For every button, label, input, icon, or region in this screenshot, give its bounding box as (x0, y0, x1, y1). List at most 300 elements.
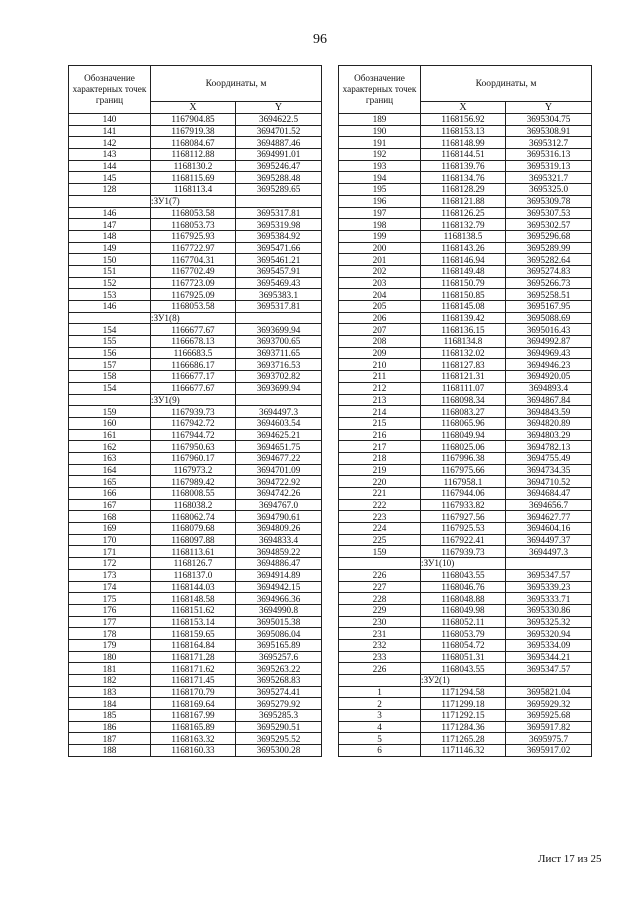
y-cell: 3695917.82 (506, 721, 592, 733)
parcel-spacer (236, 195, 322, 207)
y-cell: 3695308.91 (506, 125, 592, 137)
point-cell: 218 (339, 452, 421, 464)
x-cell: 1168160.33 (151, 745, 236, 757)
table-row (339, 745, 592, 757)
x-cell: 1168150.79 (421, 277, 506, 289)
point-cell: 145 (69, 172, 151, 184)
table-row (339, 301, 592, 313)
x-cell: 1168169.64 (151, 698, 236, 710)
x-cell: 1168112.88 (151, 149, 236, 161)
x-cell: 1166686.17 (151, 359, 236, 371)
point-cell: 180 (69, 651, 151, 663)
point-cell: 221 (339, 488, 421, 500)
table-row (339, 604, 592, 616)
table-row (69, 639, 322, 651)
y-cell: 3695274.83 (506, 265, 592, 277)
coordinates-table-right (338, 65, 592, 757)
x-cell: 1168049.98 (421, 604, 506, 616)
y-cell: 3694497.37 (506, 534, 592, 546)
table-row (69, 464, 322, 476)
x-cell: 1168145.08 (421, 301, 506, 313)
y-cell: 3695258.51 (506, 289, 592, 301)
table-row (339, 452, 592, 464)
x-cell: 1167922.41 (421, 534, 506, 546)
x-cell: 1168121.88 (421, 195, 506, 207)
table-row (339, 476, 592, 488)
y-cell: 3695289.65 (236, 184, 322, 196)
header-x: X (151, 102, 236, 114)
y-cell: 3694625.21 (236, 429, 322, 441)
point-cell: 190 (339, 125, 421, 137)
x-cell: 1168132.79 (421, 219, 506, 231)
table-row (339, 488, 592, 500)
table-row (339, 616, 592, 628)
y-cell: 3695325.0 (506, 184, 592, 196)
y-cell: 3694677.22 (236, 452, 322, 464)
x-cell: 1167939.73 (151, 406, 236, 418)
x-cell: 1168043.55 (421, 569, 506, 581)
point-cell: 149 (69, 242, 151, 254)
parcel-row (69, 394, 322, 406)
point-cell: 227 (339, 581, 421, 593)
x-cell: 1168062.74 (151, 511, 236, 523)
x-cell: 1167925.09 (151, 289, 236, 301)
table-row (339, 394, 592, 406)
point-cell: 150 (69, 254, 151, 266)
x-cell: 1168025.06 (421, 441, 506, 453)
table-row (339, 371, 592, 383)
table-row (339, 429, 592, 441)
x-cell: 1168053.58 (151, 301, 236, 313)
point-cell: 169 (69, 523, 151, 535)
point-cell: 233 (339, 651, 421, 663)
header-coordinates: Координаты, м (151, 66, 322, 102)
point-cell: 142 (69, 137, 151, 149)
x-cell: 1167973.2 (151, 464, 236, 476)
table-row (69, 452, 322, 464)
page-number: 96 (313, 32, 327, 47)
point-cell: 128 (69, 184, 151, 196)
table-row (69, 277, 322, 289)
table-row (339, 149, 592, 161)
x-cell: 1168171.45 (151, 675, 236, 687)
table-row (339, 499, 592, 511)
point-cell: 144 (69, 160, 151, 172)
table-row (339, 581, 592, 593)
y-cell: 3694966.36 (236, 593, 322, 605)
table-row (339, 184, 592, 196)
x-cell: 1168048.88 (421, 593, 506, 605)
point-cell: 197 (339, 207, 421, 219)
point-cell: 230 (339, 616, 421, 628)
x-cell: 1167975.66 (421, 464, 506, 476)
x-cell: 1168153.14 (151, 616, 236, 628)
y-cell: 3695471.66 (236, 242, 322, 254)
table-row (69, 441, 322, 453)
y-cell: 3695266.73 (506, 277, 592, 289)
point-cell: 176 (69, 604, 151, 616)
y-cell: 3695016.43 (506, 324, 592, 336)
parcel-label: :ЗУ2(1) (421, 675, 506, 687)
point-cell: 205 (339, 301, 421, 313)
y-cell: 3694946.23 (506, 359, 592, 371)
table-row (339, 114, 592, 126)
header-point-designation: Обозначение характерных точек границ (339, 66, 421, 114)
table-row (69, 710, 322, 722)
table-row (69, 429, 322, 441)
parcel-row (69, 312, 322, 324)
x-cell: 1168163.32 (151, 733, 236, 745)
x-cell: 1167925.53 (421, 523, 506, 535)
point-cell: 159 (69, 406, 151, 418)
table-row (69, 651, 322, 663)
y-cell: 3694627.77 (506, 511, 592, 523)
y-cell: 3693716.53 (236, 359, 322, 371)
x-cell: 1168167.99 (151, 710, 236, 722)
x-cell: 1168134.76 (421, 172, 506, 184)
y-cell: 3695384.92 (236, 230, 322, 242)
y-cell: 3693699.94 (236, 382, 322, 394)
y-cell: 3695015.38 (236, 616, 322, 628)
y-cell: 3694992.87 (506, 336, 592, 348)
x-cell: 1168054.72 (421, 639, 506, 651)
x-cell: 1168053.58 (151, 207, 236, 219)
table-row (69, 347, 322, 359)
point-cell: 215 (339, 417, 421, 429)
y-cell: 3694809.26 (236, 523, 322, 535)
point-cell: 177 (69, 616, 151, 628)
point-cell: 220 (339, 476, 421, 488)
x-cell: 1167704.31 (151, 254, 236, 266)
y-cell: 3695088.69 (506, 312, 592, 324)
table-row (69, 476, 322, 488)
table-row (339, 277, 592, 289)
point-cell: 164 (69, 464, 151, 476)
parcel-spacer (236, 394, 322, 406)
y-cell: 3695167.95 (506, 301, 592, 313)
table-row (339, 312, 592, 324)
x-cell: 1168134.8 (421, 336, 506, 348)
x-cell: 1168079.68 (151, 523, 236, 535)
y-cell: 3695317.81 (236, 207, 322, 219)
y-cell: 3694790.61 (236, 511, 322, 523)
table-row (339, 721, 592, 733)
table-row (69, 569, 322, 581)
table-row (69, 686, 322, 698)
x-cell: 1167723.09 (151, 277, 236, 289)
parcel-row (69, 195, 322, 207)
y-cell: 3695295.52 (236, 733, 322, 745)
y-cell: 3694710.52 (506, 476, 592, 488)
table-row (339, 137, 592, 149)
y-cell: 3695257.6 (236, 651, 322, 663)
table-row (69, 254, 322, 266)
parcel-spacer (69, 312, 151, 324)
x-cell: 1168137.0 (151, 569, 236, 581)
point-cell: 192 (339, 149, 421, 161)
x-cell: 1171265.28 (421, 733, 506, 745)
y-cell: 3694886.47 (236, 558, 322, 570)
point-cell: 146 (69, 301, 151, 313)
x-cell: 1168153.13 (421, 125, 506, 137)
x-cell: 1171299.18 (421, 698, 506, 710)
y-cell: 3695334.09 (506, 639, 592, 651)
y-cell: 3694767.0 (236, 499, 322, 511)
table-row (69, 406, 322, 418)
y-cell: 3694914.89 (236, 569, 322, 581)
x-cell: 1168115.69 (151, 172, 236, 184)
point-cell: 171 (69, 546, 151, 558)
table-row (69, 604, 322, 616)
y-cell: 3694969.43 (506, 347, 592, 359)
table-row (339, 289, 592, 301)
y-cell: 3694622.5 (236, 114, 322, 126)
point-cell: 143 (69, 149, 151, 161)
table-row (69, 581, 322, 593)
table-row (339, 464, 592, 476)
table-row (339, 160, 592, 172)
y-cell: 3694651.75 (236, 441, 322, 453)
x-cell: 1167996.38 (421, 452, 506, 464)
point-cell: 222 (339, 499, 421, 511)
table-row (339, 511, 592, 523)
table-row (339, 382, 592, 394)
point-cell: 166 (69, 488, 151, 500)
table-row (339, 417, 592, 429)
table-row (69, 488, 322, 500)
header-x: X (421, 102, 506, 114)
point-cell: 2 (339, 698, 421, 710)
table-row (69, 628, 322, 640)
point-cell: 151 (69, 265, 151, 277)
point-cell: 231 (339, 628, 421, 640)
parcel-row (339, 675, 592, 687)
parcel-spacer (339, 675, 421, 687)
point-cell: 229 (339, 604, 421, 616)
x-cell: 1168139.76 (421, 160, 506, 172)
parcel-label: :ЗУ1(9) (151, 394, 236, 406)
parcel-label: :ЗУ1(10) (421, 558, 506, 570)
table-row (69, 242, 322, 254)
y-cell: 3695319.98 (236, 219, 322, 231)
y-cell: 3694755.49 (506, 452, 592, 464)
x-cell: 1168143.26 (421, 242, 506, 254)
y-cell: 3695300.28 (236, 745, 322, 757)
y-cell: 3695319.13 (506, 160, 592, 172)
x-cell: 1168132.02 (421, 347, 506, 359)
point-cell: 172 (69, 558, 151, 570)
y-cell: 3695290.51 (236, 721, 322, 733)
x-cell: 1168151.62 (151, 604, 236, 616)
table-row (339, 347, 592, 359)
point-cell: 148 (69, 230, 151, 242)
x-cell: 1167950.63 (151, 441, 236, 453)
point-cell: 219 (339, 464, 421, 476)
x-cell: 1168049.94 (421, 429, 506, 441)
x-cell: 1168165.89 (151, 721, 236, 733)
table-row (69, 371, 322, 383)
y-cell: 3695282.64 (506, 254, 592, 266)
x-cell: 1167927.56 (421, 511, 506, 523)
parcel-row (339, 558, 592, 570)
x-cell: 1168159.65 (151, 628, 236, 640)
table-row (339, 207, 592, 219)
x-cell: 1168053.73 (151, 219, 236, 231)
point-cell: 159 (339, 546, 421, 558)
y-cell: 3695347.57 (506, 663, 592, 675)
point-cell: 214 (339, 406, 421, 418)
point-cell: 202 (339, 265, 421, 277)
y-cell: 3694734.35 (506, 464, 592, 476)
parcel-spacer (236, 312, 322, 324)
point-cell: 181 (69, 663, 151, 675)
point-cell: 157 (69, 359, 151, 371)
point-cell: 155 (69, 336, 151, 348)
y-cell: 3695274.41 (236, 686, 322, 698)
y-cell: 3695296.68 (506, 230, 592, 242)
table-row (69, 534, 322, 546)
point-cell: 187 (69, 733, 151, 745)
point-cell: 226 (339, 663, 421, 675)
x-cell: 1168083.27 (421, 406, 506, 418)
table-row (69, 593, 322, 605)
y-cell: 3694820.89 (506, 417, 592, 429)
x-cell: 1168113.4 (151, 184, 236, 196)
y-cell: 3695333.71 (506, 593, 592, 605)
x-cell: 1168146.94 (421, 254, 506, 266)
x-cell: 1171292.15 (421, 710, 506, 722)
y-cell: 3695317.81 (236, 301, 322, 313)
parcel-spacer (69, 394, 151, 406)
y-cell: 3694991.01 (236, 149, 322, 161)
y-cell: 3694893.4 (506, 382, 592, 394)
table-row (339, 628, 592, 640)
parcel-label: :ЗУ1(8) (151, 312, 236, 324)
y-cell: 3694859.22 (236, 546, 322, 558)
parcel-label: :ЗУ1(7) (151, 195, 236, 207)
x-cell: 1168156.92 (421, 114, 506, 126)
x-cell: 1166677.17 (151, 371, 236, 383)
point-cell: 170 (69, 534, 151, 546)
table-row (339, 639, 592, 651)
table-row (339, 733, 592, 745)
point-cell: 185 (69, 710, 151, 722)
table-row (69, 149, 322, 161)
y-cell: 3695347.57 (506, 569, 592, 581)
y-cell: 3695321.7 (506, 172, 592, 184)
point-cell: 154 (69, 382, 151, 394)
x-cell: 1166678.13 (151, 336, 236, 348)
x-cell: 1167904.85 (151, 114, 236, 126)
x-cell: 1168046.76 (421, 581, 506, 593)
y-cell: 3694722.92 (236, 476, 322, 488)
point-cell: 179 (69, 639, 151, 651)
x-cell: 1168136.15 (421, 324, 506, 336)
point-cell: 189 (339, 114, 421, 126)
y-cell: 3695289.99 (506, 242, 592, 254)
table-row (339, 710, 592, 722)
x-cell: 1168052.11 (421, 616, 506, 628)
table-row (339, 265, 592, 277)
x-cell: 1167925.93 (151, 230, 236, 242)
y-cell: 3695279.92 (236, 698, 322, 710)
table-row (69, 733, 322, 745)
point-cell: 158 (69, 371, 151, 383)
y-cell: 3695344.21 (506, 651, 592, 663)
y-cell: 3695457.91 (236, 265, 322, 277)
table-row (339, 172, 592, 184)
y-cell: 3694497.3 (506, 546, 592, 558)
x-cell: 1167702.49 (151, 265, 236, 277)
point-cell: 224 (339, 523, 421, 535)
point-cell: 173 (69, 569, 151, 581)
point-cell: 154 (69, 324, 151, 336)
y-cell: 3694887.46 (236, 137, 322, 149)
table-row (69, 499, 322, 511)
y-cell: 3695307.53 (506, 207, 592, 219)
y-cell: 3693711.65 (236, 347, 322, 359)
x-cell: 1168170.79 (151, 686, 236, 698)
point-cell: 193 (339, 160, 421, 172)
y-cell: 3695165.89 (236, 639, 322, 651)
table-row (339, 324, 592, 336)
point-cell: 199 (339, 230, 421, 242)
y-cell: 3695929.32 (506, 698, 592, 710)
point-cell: 182 (69, 675, 151, 687)
y-cell: 3695330.86 (506, 604, 592, 616)
table-row (339, 546, 592, 558)
y-cell: 3694782.13 (506, 441, 592, 453)
point-cell: 175 (69, 593, 151, 605)
x-cell: 1171294.58 (421, 686, 506, 698)
x-cell: 1168148.58 (151, 593, 236, 605)
table-row (339, 125, 592, 137)
point-cell: 209 (339, 347, 421, 359)
y-cell: 3694867.84 (506, 394, 592, 406)
y-cell: 3695304.75 (506, 114, 592, 126)
x-cell: 1167919.38 (151, 125, 236, 137)
table-row (69, 230, 322, 242)
x-cell: 1168097.88 (151, 534, 236, 546)
y-cell: 3694603.54 (236, 417, 322, 429)
y-cell: 3695821.04 (506, 686, 592, 698)
point-cell: 210 (339, 359, 421, 371)
point-cell: 191 (339, 137, 421, 149)
y-cell: 3695325.32 (506, 616, 592, 628)
point-cell: 216 (339, 429, 421, 441)
point-cell: 167 (69, 499, 151, 511)
point-cell: 217 (339, 441, 421, 453)
table-row (339, 523, 592, 535)
table-row (339, 569, 592, 581)
x-cell: 1168149.48 (421, 265, 506, 277)
point-cell: 147 (69, 219, 151, 231)
point-cell: 195 (339, 184, 421, 196)
header-y: Y (236, 102, 322, 114)
table-row (69, 417, 322, 429)
y-cell: 3694920.05 (506, 371, 592, 383)
x-cell: 1168084.67 (151, 137, 236, 149)
header-y: Y (506, 102, 592, 114)
point-cell: 3 (339, 710, 421, 722)
y-cell: 3695309.78 (506, 195, 592, 207)
y-cell: 3695917.02 (506, 745, 592, 757)
y-cell: 3695316.13 (506, 149, 592, 161)
x-cell: 1168126.7 (151, 558, 236, 570)
point-cell: 156 (69, 347, 151, 359)
table-row (69, 125, 322, 137)
x-cell: 1168128.29 (421, 184, 506, 196)
